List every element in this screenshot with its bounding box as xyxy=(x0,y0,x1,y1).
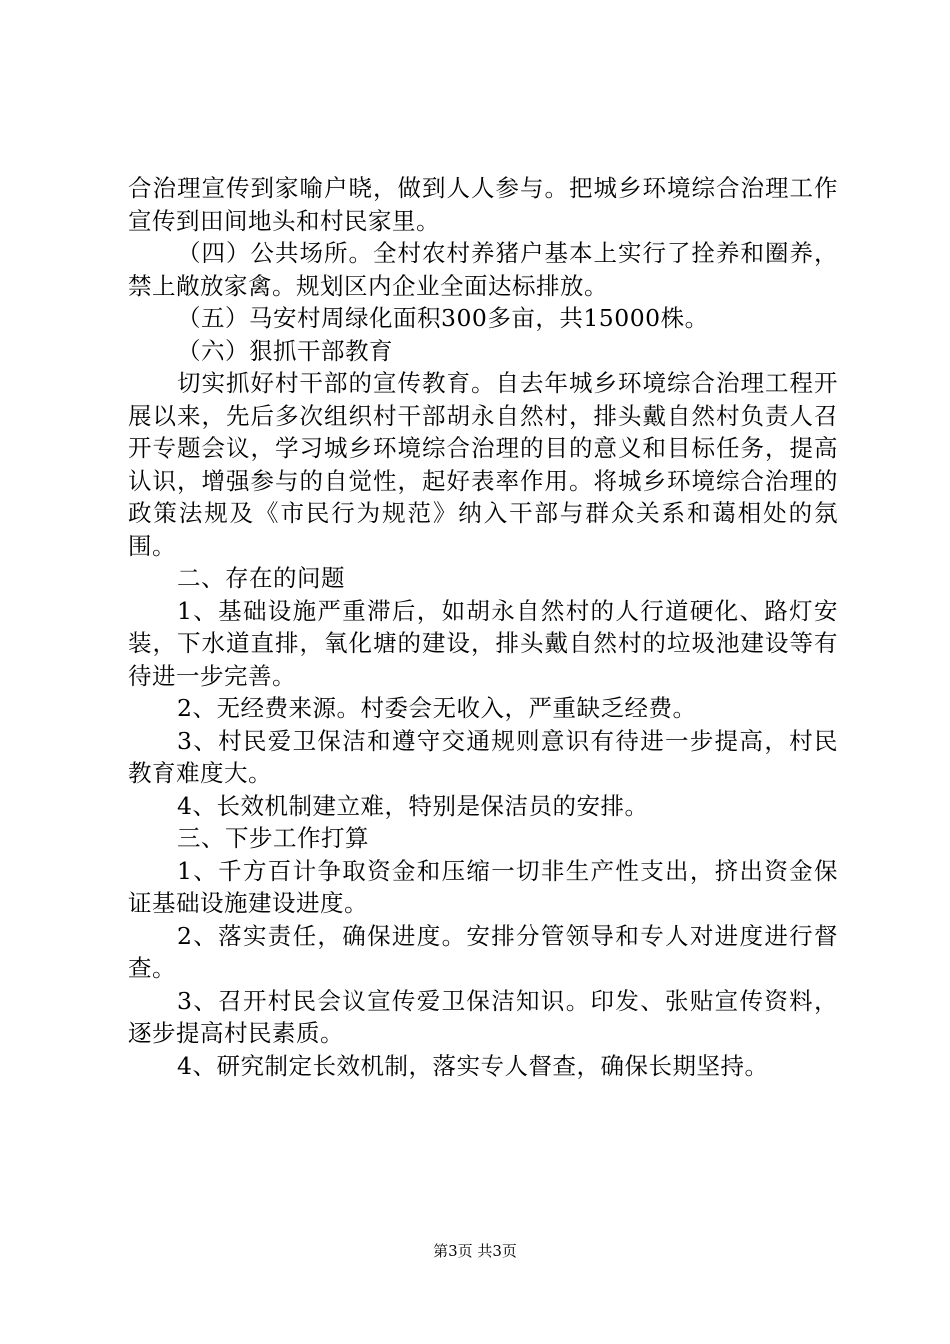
page-footer xyxy=(0,1241,950,1261)
page-number-label: 第3页 共3页 xyxy=(433,1242,517,1260)
plan-item-2: 2、落实责任，确保进度。安排分管领导和专人对进度进行督查。 xyxy=(128,921,838,982)
paragraph-1: 合治理宣传到家喻户晓，做到人人参与。把城乡环境综合治理工作宣传到田间地头和村民家里。 xyxy=(128,174,838,235)
problem-item-4: 4、长效机制建立难，特别是保洁员的安排。 xyxy=(177,791,649,820)
section-heading-6: （六）狠抓干部教育 xyxy=(177,336,393,365)
plan-item-3: 3、召开村民会议宣传爱卫保洁知识。印发、张贴宣传资料，逐步提高村民素质。 xyxy=(128,986,838,1047)
section-heading-plans: 三、下步工作打算 xyxy=(177,824,369,852)
paragraph-2: （四）公共场所。全村农村养猪户基本上实行了拴养和圈养，禁上敞放家禽。规划区内企业全面达标排放。 xyxy=(128,239,838,300)
paragraph-5: 切实抓好村干部的宣传教育。自去年城乡环境综合治理工程开展以来，先后多次组织村干部胡永自然村，排头戴自然村负责人召开专题会议，学习城乡环境综合治理的目的意义和目标任务，提高认识，增强参与的自觉性，起好表率作用。将城乡环境综合治理的政策法规及《市民行为规范》纳入干部与群众关系和蔼相处的氛围。 xyxy=(128,369,838,560)
problem-item-1: 1、基础设施严重滞后，如胡永自然村的人行道硬化、路灯安装，下水道直排，氧化塘的建设，排头戴自然村的垃圾池建设等有待进一步完善。 xyxy=(128,596,838,690)
problem-item-2: 2、无经费来源。村委会无收入，严重缺乏经费。 xyxy=(177,694,697,722)
document-body xyxy=(128,172,838,1082)
section-heading-problems: 二、存在的问题 xyxy=(177,564,345,592)
problem-item-3: 3、村民爱卫保洁和遵守交通规则意识有待进一步提高，村民教育难度大。 xyxy=(128,726,838,787)
paragraph-3: （五）马安村周绿化面积300多亩，共15000株。 xyxy=(177,304,709,332)
plan-item-1: 1、千方百计争取资金和压缩一切非生产性支出，挤出资金保证基础设施建设进度。 xyxy=(128,856,838,917)
plan-item-4: 4、研究制定长效机制，落实专人督查，确保长期坚持。 xyxy=(177,1051,769,1080)
